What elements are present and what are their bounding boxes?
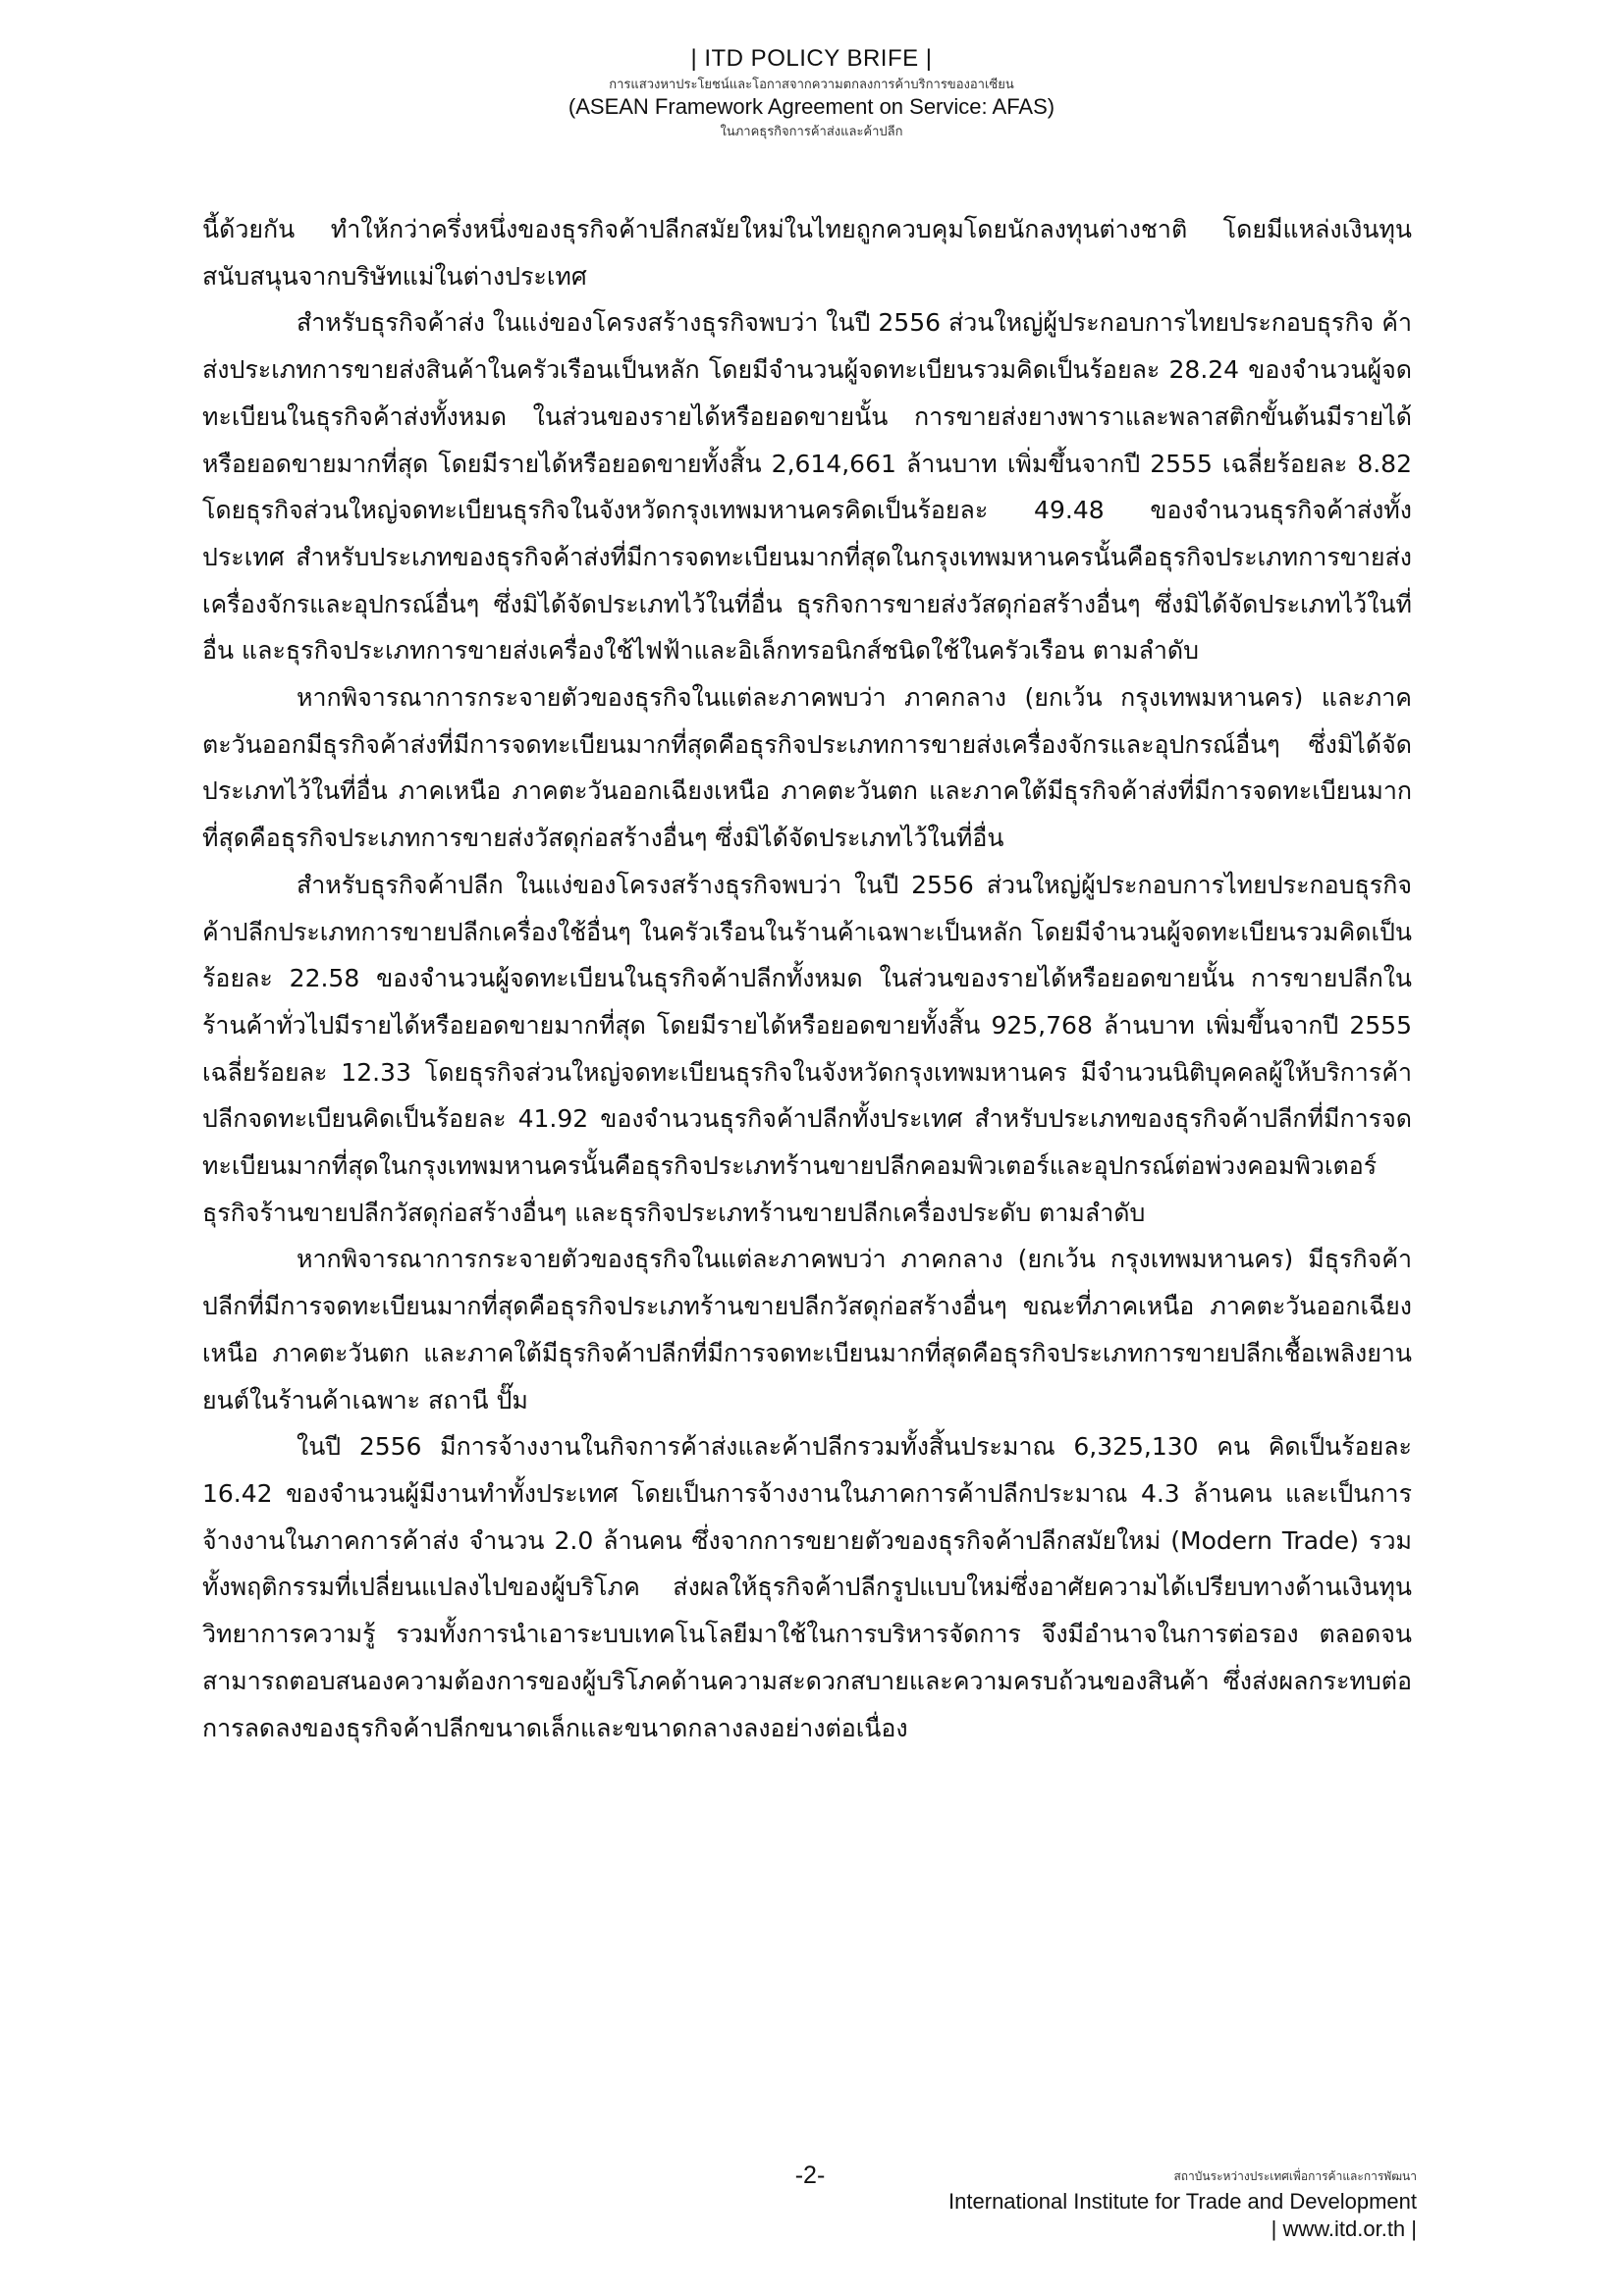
page-header [0,45,1623,139]
paragraph-retail-structure: สำหรับธุรกิจค้าปลีก ในแง่ของโครงสร้างธุรกิจพบว่า ในปี 2556 ส่วนใหญ่ผู้ประกอบการไทยประกอบธุรกิจค้าปลีกประเภทการขายปลีกเครื่องใช้อื่นๆ ในครัวเรือนในร้านค้าเฉพาะเป็นหลัก โดยมีจำนวนผู้จดทะเบียนรวมคิดเป็นร้อยละ 22.58 ของจำนวนผู้จดทะเบียนในธุรกิจค้าปลีกทั้งหมด ในส่วนของรายได้หรือยอดขายนั้น การขายปลีกในร้านค้าทั่วไปมีรายได้หรือยอดขายมากที่สุด โดยมีรายได้หรือยอดขายทั้งสิ้น 925,768 ล้านบาท เพิ่มขึ้นจากปี 2555 เฉลี่ยร้อยละ 12.33 โดยธุรกิจส่วนใหญ่จดทะเบียนธุรกิจในจังหวัดกรุงเทพมหานคร มีจำนวนนิติบุคคลผู้ให้บริการค้าปลีกจดทะเบียนคิดเป็นร้อยละ 41.92 ของจำนวนธุรกิจค้าปลีกทั้งประเทศ สำหรับประเภทของธุรกิจค้าปลีกที่มีการจดทะเบียนมากที่สุดในกรุงเทพมหานครนั้นคือธุรกิจประเภทร้านขายปลีกคอมพิวเตอร์และอุปกรณ์ต่อพ่วงคอมพิวเตอร์ ธุรกิจร้านขายปลีกวัสดุก่อสร้างอื่นๆ และธุรกิจประเภทร้านขายปลีกเครื่องประดับ ตามลำดับ [202,870,1412,1227]
page-number: -2- [794,2162,826,2189]
header-subtitle-thai: การแสวงหาประโยชน์และโอกาสจากความตกลงการค้าบริการของอาเซียน [609,77,1014,92]
header-title: | ITD POLICY BRIFE | [690,45,933,72]
footer-url: | www.itd.or.th | [1271,2216,1417,2241]
header-subtitle-sector: ในภาคธุรกิจการค้าส่งและค้าปลีก [720,124,903,139]
paragraph-employment: ในปี 2556 มีการจ้างงานในกิจการค้าส่งและค้าปลีกรวมทั้งสิ้นประมาณ 6,325,130 คน คิดเป็นร้อยละ 16.42 ของจำนวนผู้มีงานทำทั้งประเทศ โดยเป็นการจ้างงานในภาคการค้าปลีกประมาณ 4.3 ล้านคน และเป็นการจ้างงานในภาคการค้าส่ง จำนวน 2.0 ล้านคน ซึ่งจากการขยายตัวของธุรกิจค้าปลีกสมัยใหม่ (Modern Trade) รวมทั้งพฤติกรรมที่เปลี่ยนแปลงไปของผู้บริโภค ส่งผลให้ธุรกิจค้าปลีกรูปแบบใหม่ซึ่งอาศัยความได้เปรียบทางด้านเงินทุน วิทยาการความรู้ รวมทั้งการนำเอาระบบเทคโนโลยีมาใช้ในการบริหารจัดการ จึงมีอำนาจในการต่อรอง ตลอดจนสามารถตอบสนองความต้องการของผู้บริโภคด้านความสะดวกสบายและความครบถ้วนของสินค้า ซึ่งส่งผลกระทบต่อการลดลงของธุรกิจค้าปลีกขนาดเล็กและขนาดกลางลงอย่างต่อเนื่อง [202,1432,1412,1742]
document-body [202,206,1412,1751]
paragraph-wholesale-structure: สำหรับธุรกิจค้าส่ง ในแง่ของโครงสร้างธุรกิจพบว่า ในปี 2556 ส่วนใหญ่ผู้ประกอบการไทยประกอบธุรกิจ ค้าส่งประเภทการขายส่งสินค้าในครัวเรือนเป็นหลัก โดยมีจำนวนผู้จดทะเบียนรวมคิดเป็นร้อยละ 28.24 ของจำนวนผู้จดทะเบียนในธุรกิจค้าส่งทั้งหมด ในส่วนของรายได้หรือยอดขายนั้น การขายส่งยางพาราและพลาสติกขั้นต้นมีรายได้หรือยอดขายมากที่สุด โดยมีรายได้หรือยอดขายทั้งสิ้น 2,614,661 ล้านบาท เพิ่มขึ้นจากปี 2555 เฉลี่ยร้อยละ 8.82 โดยธุรกิจส่วนใหญ่จดทะเบียนธุรกิจในจังหวัดกรุงเทพมหานครคิดเป็นร้อยละ 49.48 ของจำนวนธุรกิจค้าส่งทั้งประเทศ สำหรับประเภทของธุรกิจค้าส่งที่มีการจดทะเบียนมากที่สุดในกรุงเทพมหานครนั้นคือธุรกิจประเภทการขายส่งเครื่องจักรและอุปกรณ์อื่นๆ ซึ่งมิได้จัดประเภทไว้ในที่อื่น ธุรกิจการขายส่งวัสดุก่อสร้างอื่นๆ ซึ่งมิได้จัดประเภทไว้ในที่อื่น และธุรกิจประเภทการขายส่งเครื่องใช้ไฟฟ้าและอิเล็กทรอนิกส์ชนิดใช้ในครัวเรือน ตามลำดับ [202,308,1412,666]
paragraph-retail-regional: หากพิจารณาการกระจายตัวของธุรกิจในแต่ละภาคพบว่า ภาคกลาง (ยกเว้น กรุงเทพมหานคร) มีธุรกิจค้าปลีกที่มีการจดทะเบียนมากที่สุดคือธุรกิจประเภทร้านขายปลีกวัสดุก่อสร้างอื่นๆ ขณะที่ภาคเหนือ ภาคตะวันออกเฉียงเหนือ ภาคตะวันตก และภาคใต้มีธุรกิจค้าปลีกที่มีการจดทะเบียนมากที่สุดคือธุรกิจประเภทการขายปลีกเชื้อเพลิงยานยนต์ในร้านค้าเฉพาะ สถานี ปั๊ม [202,1245,1412,1415]
paragraph-wholesale-regional: หากพิจารณาการกระจายตัวของธุรกิจในแต่ละภาคพบว่า ภาคกลาง (ยกเว้น กรุงเทพมหานคร) และภาคตะวันออกมีธุรกิจค้าส่งที่มีการจดทะเบียนมากที่สุดคือธุรกิจประเภทการขายส่งเครื่องจักรและอุปกรณ์อื่นๆ ซึ่งมิได้จัดประเภทไว้ในที่อื่น ภาคเหนือ ภาคตะวันออกเฉียงเหนือ ภาคตะวันตก และภาคใต้มีธุรกิจค้าส่งที่มีการจดทะเบียนมากที่สุดคือธุรกิจประเภทการขายส่งวัสดุก่อสร้างอื่นๆ ซึ่งมิได้จัดประเภทไว้ในที่อื่น [202,683,1412,853]
paragraph-continuation: นี้ด้วยกัน ทำให้กว่าครึ่งหนึ่งของธุรกิจค้าปลีกสมัยใหม่ในไทยถูกควบคุมโดยนักลงทุนต่างชาติ โดยมีแหล่งเงินทุนสนับสนุนจากบริษัทแม่ในต่างประเทศ [202,215,1412,291]
header-subtitle-english: (ASEAN Framework Agreement on Service: AFAS) [568,94,1055,120]
page-footer [948,2169,1417,2242]
footer-org-thai: สถาบันระหว่างประเทศเพื่อการค้าและการพัฒนา [1173,2169,1417,2183]
footer-org-english: International Institute for Trade and Development [948,2189,1417,2214]
